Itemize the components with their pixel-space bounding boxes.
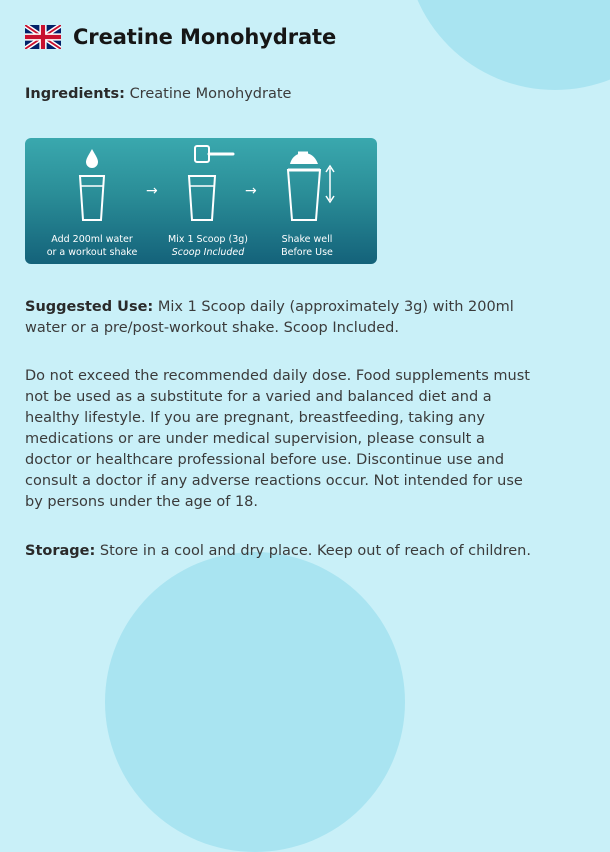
suggested-use-label: Suggested Use: (25, 299, 154, 315)
disclaimer-line: by persons under the age of 18. (25, 494, 259, 510)
storage-label: Storage: (25, 543, 96, 559)
ingredients-line (25, 84, 291, 105)
arrow-icon-1: → (146, 183, 158, 199)
disclaimer-line: healthy lifestyle. If you are pregnant, breastfeeding, taking any (25, 410, 485, 426)
shaker-icon (282, 150, 338, 222)
disclaimer-line: doctor or healthcare professional before use. Discontinue use and (25, 452, 505, 468)
ingredients-label: Ingredients: (25, 86, 125, 102)
page-title: Creatine Monohydrate (73, 25, 337, 49)
suggested-use-line1: Mix 1 Scoop daily (approximately 3g) with 200ml (157, 299, 514, 315)
disclaimer-line: medications or are under medical supervision, please consult a (25, 431, 485, 447)
uk-flag-icon (25, 25, 61, 49)
disclaimer-block (25, 366, 590, 513)
glass-scoop-icon (185, 142, 237, 222)
header (25, 25, 336, 49)
step-1-line1: Add 200ml water (51, 234, 133, 245)
ingredients-value: Creatine Monohydrate (129, 86, 292, 102)
suggested-use-line2: water or a pre/post-workout shake. Scoop Included. (25, 320, 399, 336)
step-2-line2: Scoop Included (171, 247, 245, 258)
step-2-line1: Mix 1 Scoop (3g) (168, 234, 248, 245)
step-3-line1: Shake well (281, 234, 333, 245)
step-1-line2: or a workout shake (46, 247, 138, 258)
step-1-label (27, 233, 157, 259)
arrow-icon-2: → (245, 183, 257, 199)
step-3-line2: Before Use (281, 247, 333, 258)
disclaimer-line: Do not exceed the recommended daily dose. Food supplements must (25, 368, 530, 384)
storage-line (25, 541, 590, 562)
instructions-panel (25, 138, 377, 264)
disclaimer-line: not be used as a substitute for a varied and balanced diet and a (25, 389, 492, 405)
step-3-label (242, 233, 372, 259)
glass-drop-icon (74, 146, 110, 222)
storage-value: Store in a cool and dry place. Keep out of reach of children. (99, 543, 531, 559)
suggested-use-block (25, 297, 585, 339)
disclaimer-line: consult a doctor if any adverse reactions occur. Not intended for use (25, 473, 523, 489)
